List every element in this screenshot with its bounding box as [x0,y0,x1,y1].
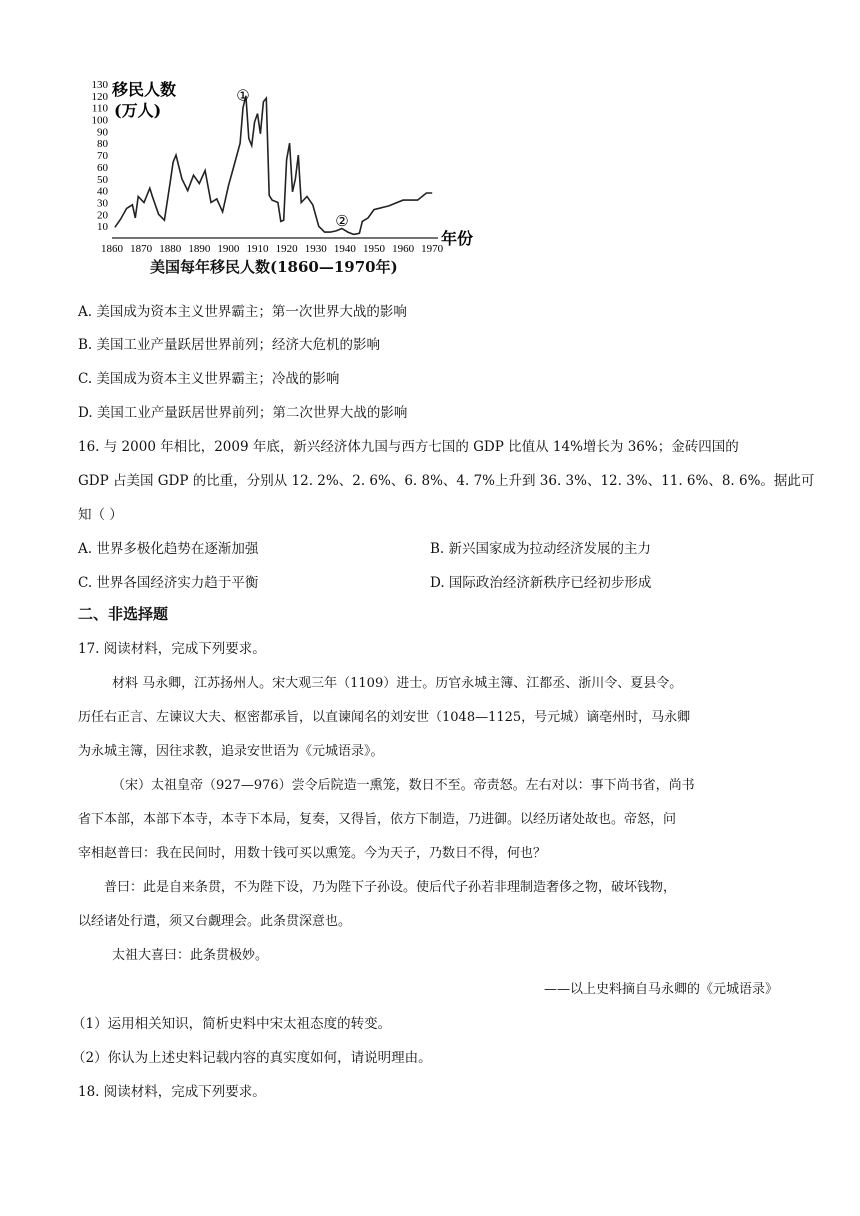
y-tick-label: 30 [97,197,108,210]
q16-option-d[interactable]: D. 国际政治经济新秩序已经初步形成 [430,575,652,591]
q15-option-c[interactable]: C. 美国成为资本主义世界霸主；冷战的影响 [78,371,340,387]
y-tick-label: 40 [97,185,108,198]
x-tick-label: 1920 [275,243,298,255]
q17-sub-question-2: （2）你认为上述史料记载内容的真实度如何，请说明理由。 [72,1050,432,1066]
q16-stem-line-3: 知（ ） [78,507,123,523]
q17-material-line-9: 太祖大喜曰：此条贯极妙。 [112,948,269,963]
x-tick-label: 1950 [362,243,385,255]
x-tick-label: 1890 [188,243,211,255]
immigration-chart [80,72,500,287]
q17-source: ——以上史料摘自马永卿的《元城语录》 [543,982,778,997]
section-title: 二、非选择题 [78,605,169,623]
q17-material-line-7: 普曰：此是自来条贯，不为陛下设，乃为陛下子孙设。使后代子孙若非理制造奢侈之物，破坏钱物， [104,880,677,895]
y-tick-label: 130 [91,79,108,91]
q15-option-d[interactable]: D. 美国工业产量跃居世界前列；第二次世界大战的影响 [78,405,408,421]
q17-sub-question-1: （1）运用相关知识，简析史料中宋太祖态度的转变。 [72,1016,392,1032]
q16-option-b[interactable]: B. 新兴国家成为拉动经济发展的主力 [430,541,652,557]
q17-material-line-2: 历任右正言、左谏议大夫、枢密都承旨，以直谏闻名的刘安世（1048—1125，号元城）谪亳州时，马永卿 [78,710,691,725]
x-tick-label: 1910 [246,243,269,255]
x-tick-label: 1960 [392,243,415,255]
y-tick-label: 100 [91,114,108,127]
y-tick-label: 70 [97,150,108,163]
q17-material-line-3: 为永城主簿，因往求教，追录安世语为《元城语录》。 [78,744,384,759]
y-tick-label: 90 [97,126,108,139]
x-tick-label: 1930 [304,243,327,255]
q15-option-b[interactable]: B. 美国工业产量跃居世界前列；经济大危机的影响 [78,337,381,353]
y-tick-label: 20 [97,209,108,222]
q16-option-c[interactable]: C. 世界各国经济实力趋于平衡 [78,575,259,591]
q17-material-line-6: 宰相赵普曰：我在民间时，用数十钱可买以熏笼。今为天子，乃数日不得，何也？ [78,846,547,861]
x-tick-label: 1870 [130,243,153,255]
q16-stem-line-1: 16. 与 2000 年相比，2009 年底，新兴经济体九国与西方七国的 GDP 比值从 14%增长为 36%；金砖四国的 [78,439,739,455]
y-tick-label: 110 [91,102,108,115]
q17-material-line-8: 以经诸处行遣，须又台觑理会。此条贯深意也。 [78,914,352,929]
x-tick-label: 1970 [421,243,444,255]
immigration-chart-svg [80,72,500,262]
chart-title: 美国每年移民人数(1860—1970年) [150,258,398,276]
x-axis-ticks [101,243,444,255]
q18-stem: 18. 阅读材料，完成下列要求。 [78,1084,266,1100]
y-tick-label: 60 [97,161,108,174]
q16-option-a[interactable]: A. 世界多极化趋势在逐渐加强 [78,541,259,557]
y-tick-label: 50 [97,173,108,186]
y-tick-label: 80 [97,138,108,151]
annotation-marker-1: ① [236,86,250,105]
y-axis-ticks [92,79,109,233]
x-tick-label: 1860 [101,243,123,255]
y-tick-label: 10 [97,221,108,234]
x-axis-label: 年份 [441,229,474,248]
x-tick-label: 1880 [159,243,182,255]
annotations [236,87,348,231]
x-tick-label: 1900 [217,243,240,255]
x-tick-label: 1940 [333,243,356,255]
q15-option-a[interactable]: A. 美国成为资本主义世界霸主；第一次世界大战的影响 [78,304,407,320]
y-axis-label-line1: 移民人数 [112,80,177,99]
y-axis-label-line2: (万人) [114,101,162,120]
q17-stem: 17. 阅读材料，完成下列要求。 [78,641,266,657]
series-line [115,96,432,235]
q17-material-line-5: 省下本部，本部下本寺，本寺下本局，复奏，又得旨，依方下制造，乃进御。以经历诸处故也。帝怒，问 [78,812,677,827]
q17-material-line-4: （宋）太祖皇帝（927—976）尝令后院造一熏笼，数日不至。帝责怒。左右对以：事下尚书省，尚书 [112,778,695,793]
y-tick-label: 120 [91,90,108,103]
q17-material-line-1: 材料 马永卿，江苏扬州人。宋大观三年（1109）进士。历官永城主簿、江都丞、浙川令、夏县令。 [112,676,683,691]
annotation-marker-2: ② [335,212,349,231]
q16-stem-line-2: GDP 占美国 GDP 的比重，分别从 12. 2%、2. 6%、6. 8%、4. 7%上升到 36. 3%、12. 3%、11. 6%、8. 6%。据此可 [78,473,815,489]
